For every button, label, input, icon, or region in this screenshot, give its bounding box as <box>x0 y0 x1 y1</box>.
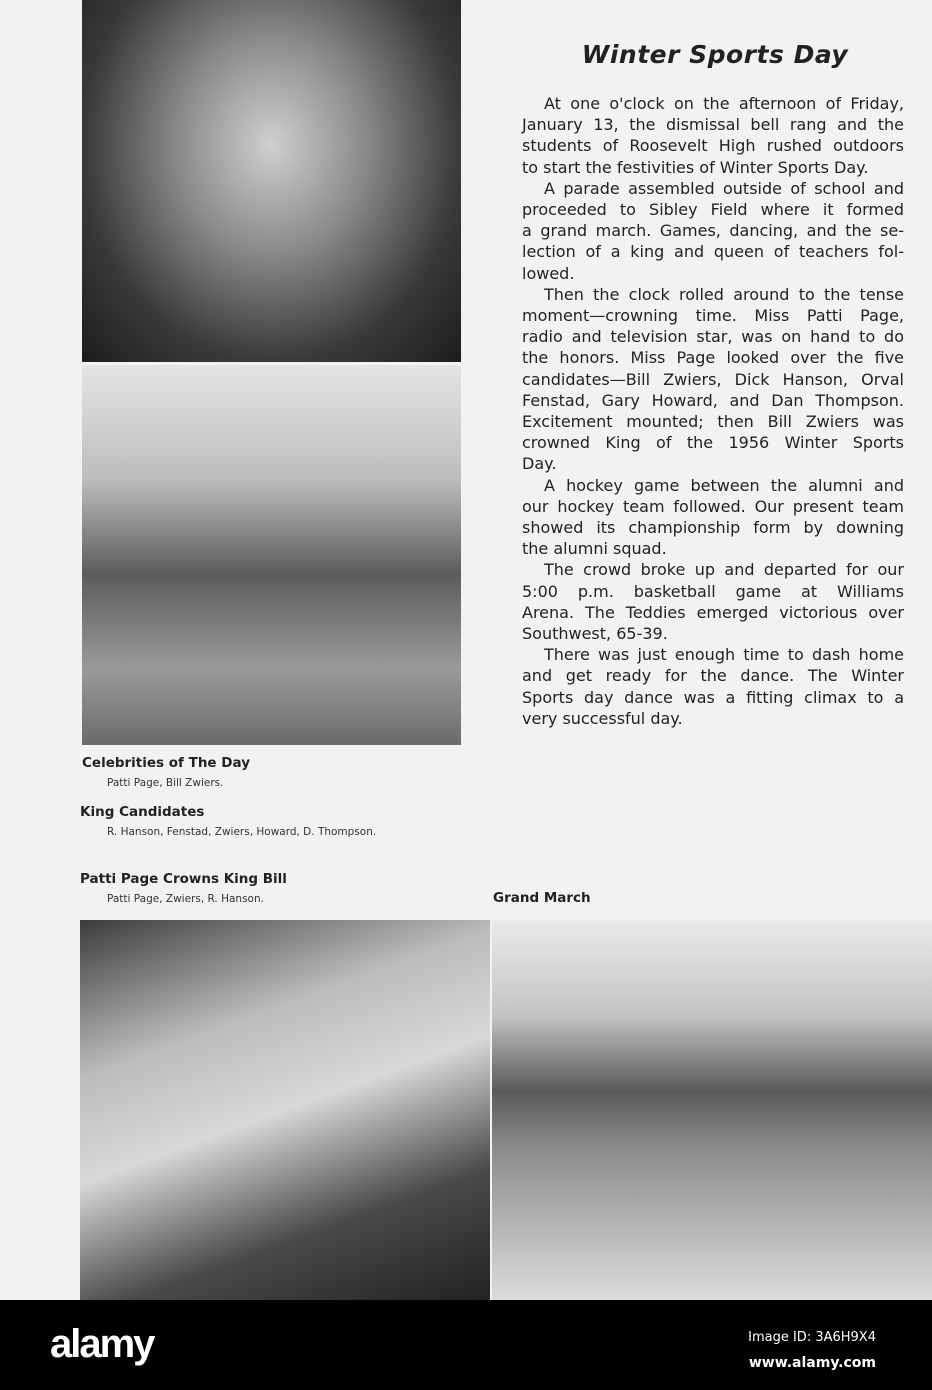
text-line: Excitement mounted; then Bill Zwiers was <box>522 412 904 432</box>
text-line: January 13, the dismissal bell rang and the <box>522 115 904 135</box>
text-line: A hockey game between the alumni and <box>544 475 904 495</box>
photo-king-candidates <box>82 365 461 745</box>
text-line: Fenstad, Gary Howard, and Dan Thompson. <box>522 390 904 410</box>
text-line: our hockey team followed. Our present team <box>522 496 904 516</box>
caption-heading-celebrities: Celebrities of The Day <box>82 755 250 771</box>
text-line: Day. <box>522 454 557 474</box>
caption-names-candidates: R. Hanson, Fenstad, Zwiers, Howard, D. Thompson. <box>107 826 377 838</box>
text-line: lowed. <box>522 263 575 283</box>
text-line: a grand march. Games, dancing, and the se- <box>522 221 904 241</box>
caption-heading-grand-march: Grand March <box>493 890 591 906</box>
text-line: and get ready for the dance. The Winter <box>522 666 904 686</box>
text-line: moment—crowning time. Miss Patti Page, <box>522 306 904 326</box>
photo-grand-march <box>492 920 932 1300</box>
photo-patti-page-crowns-king <box>80 920 490 1300</box>
watermark-bar <box>0 1300 932 1390</box>
paragraph <box>522 559 904 644</box>
text-line: students of Roosevelt High rushed outdoors <box>522 136 904 156</box>
text-line: showed its championship form by downing <box>522 518 904 538</box>
text-line: Southwest, 65-39. <box>522 624 668 644</box>
caption-heading-crowns: Patti Page Crowns King Bill <box>80 871 287 887</box>
text-line: Then the clock rolled around to the tense <box>544 284 904 304</box>
text-line: The crowd broke up and departed for our <box>544 560 904 580</box>
article-title: Winter Sports Day <box>581 40 849 69</box>
text-line: radio and television star, was on hand to do <box>522 327 904 347</box>
caption-names-celebrities: Patti Page, Bill Zwiers. <box>107 777 224 789</box>
paragraph <box>522 284 904 475</box>
paragraph <box>522 93 904 178</box>
site-url: www.alamy.com <box>748 1355 876 1371</box>
text-line: Arena. The Teddies emerged victorious over <box>522 602 904 622</box>
text-line: There was just enough time to dash home <box>544 645 904 665</box>
paragraph <box>522 178 904 284</box>
alamy-logo: alamy <box>50 1322 154 1366</box>
text-line: the honors. Miss Page looked over the five <box>522 348 904 368</box>
text-line: A parade assembled outside of school and <box>544 178 904 198</box>
article-body <box>522 93 904 729</box>
text-line: very successful day. <box>522 708 683 728</box>
text-line: lection of a king and queen of teachers fol- <box>522 242 904 262</box>
paragraph <box>522 644 904 729</box>
paragraph <box>522 475 904 560</box>
caption-names-crowns: Patti Page, Zwiers, R. Hanson. <box>107 893 264 905</box>
text-line: candidates—Bill Zwiers, Dick Hanson, Orval <box>522 369 904 389</box>
caption-heading-candidates: King Candidates <box>80 804 205 820</box>
text-line: Sports day dance was a fitting climax to a <box>522 687 904 707</box>
text-line: 5:00 p.m. basketball game at Williams <box>522 581 904 601</box>
photo-celebrities-of-the-day <box>82 0 461 362</box>
image-id: Image ID: 3A6H9X4 <box>748 1330 876 1345</box>
text-line: proceeded to Sibley Field where it formed <box>522 200 904 220</box>
text-line: crowned King of the 1956 Winter Sports <box>522 433 904 453</box>
text-line: At one o'clock on the afternoon of Friday, <box>544 94 904 113</box>
text-line: the alumni squad. <box>522 539 667 559</box>
text-line: to start the festivities of Winter Sports Day. <box>522 157 869 177</box>
